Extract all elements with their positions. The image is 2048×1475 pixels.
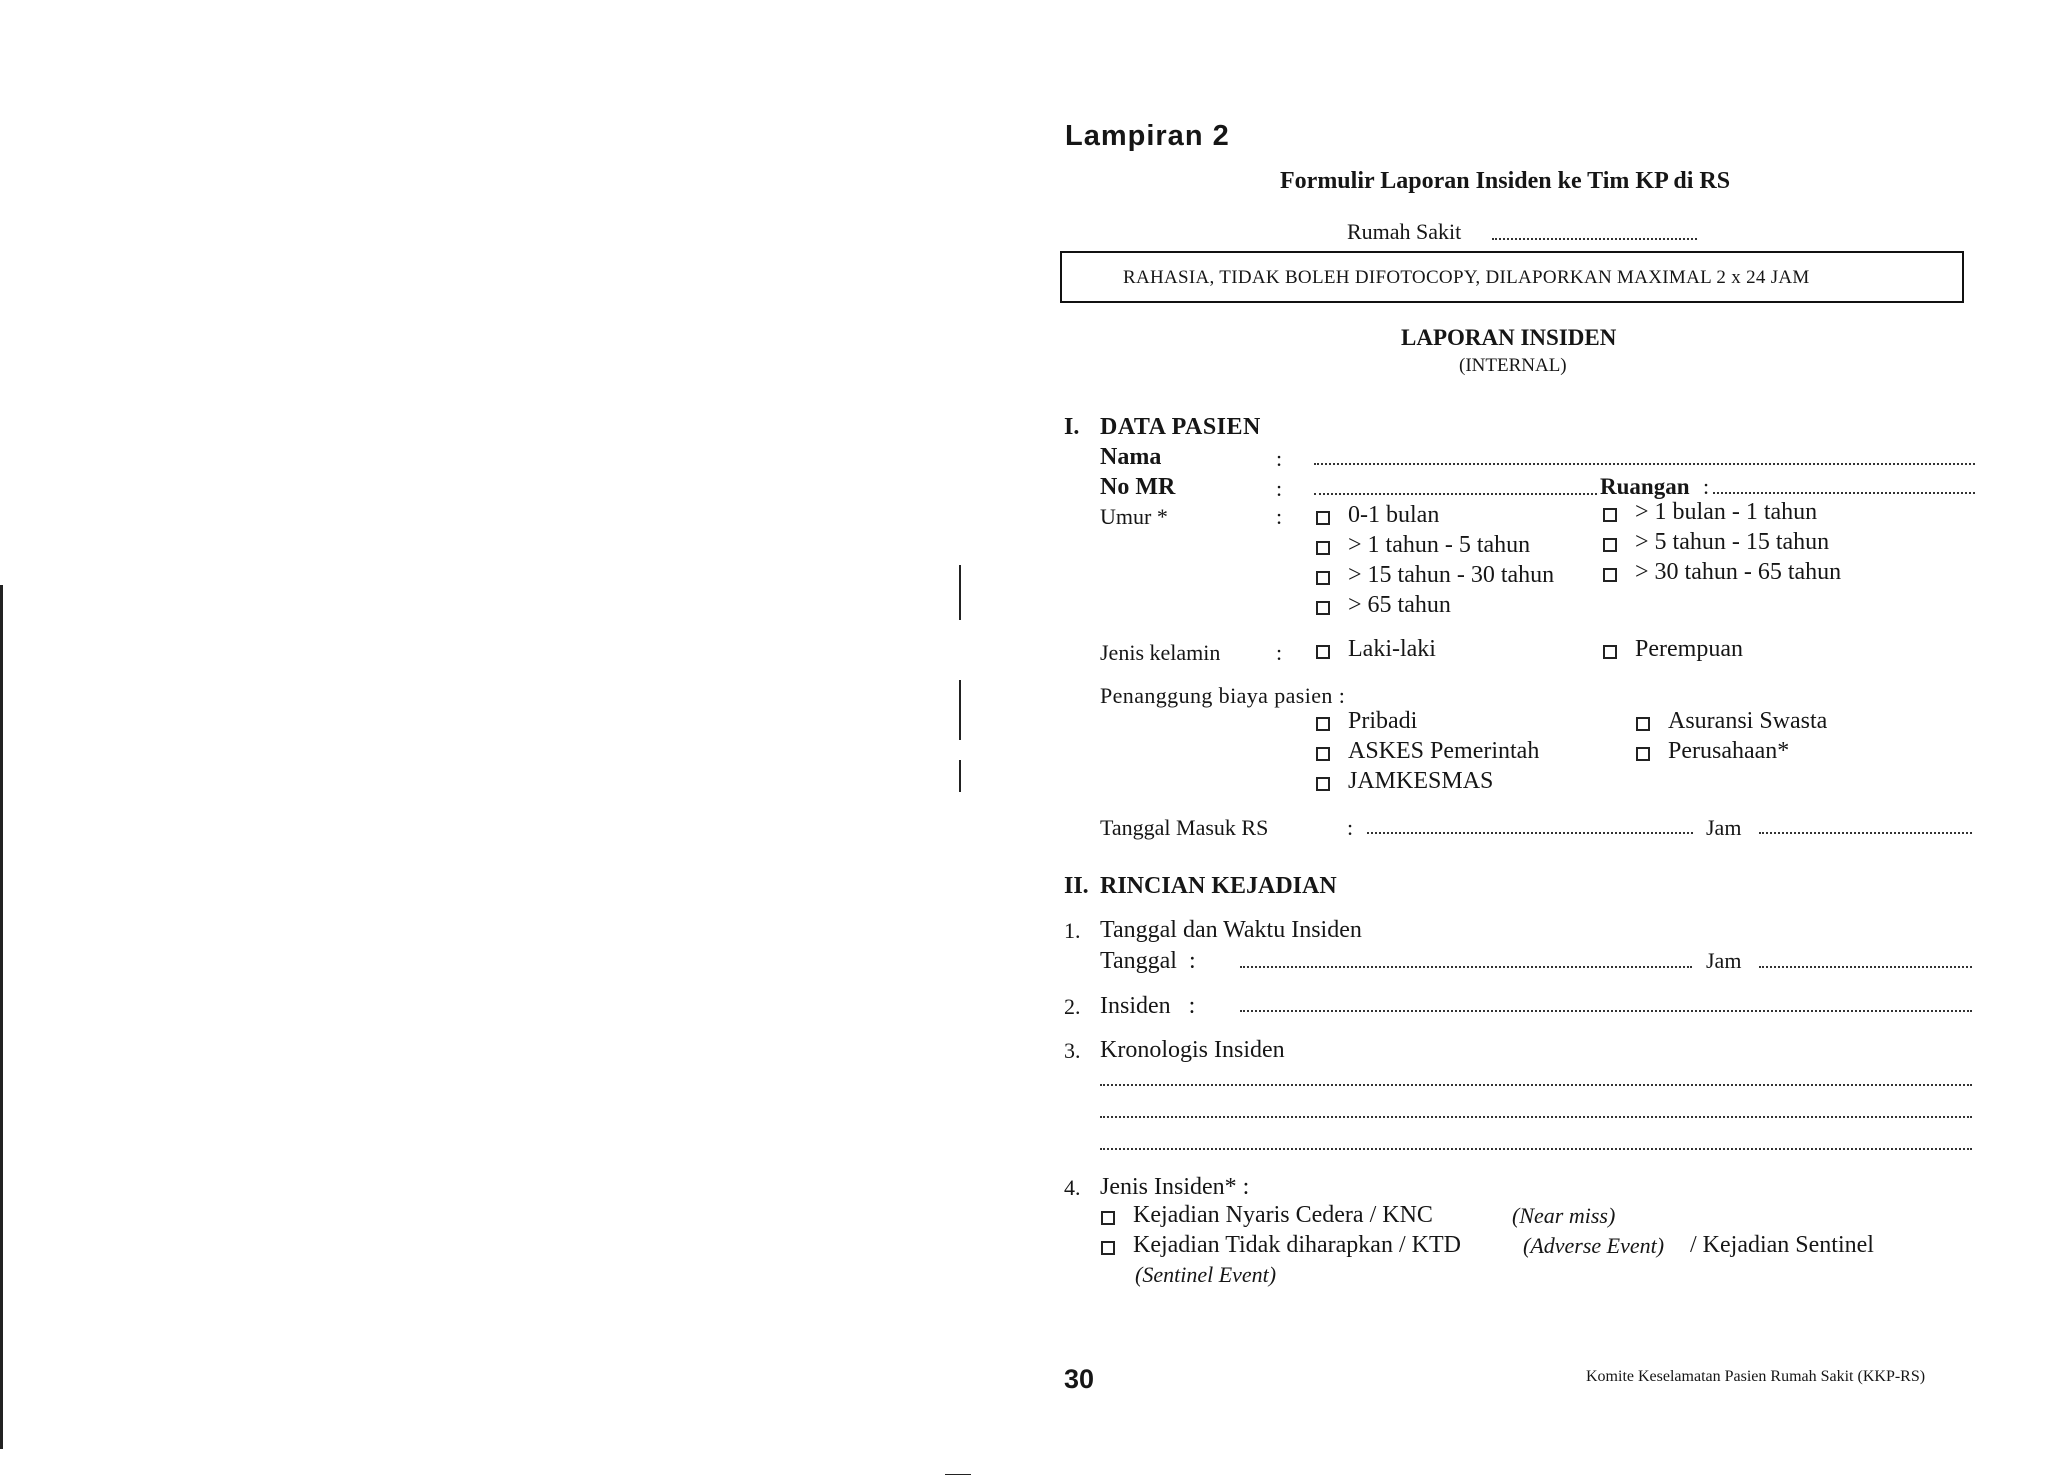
confidential-notice: RAHASIA, TIDAK BOLEH DIFOTOCOPY, DILAPORKAN MAXIMAL 2 x 24 JAM — [1123, 267, 1810, 288]
incident-date-label: Tanggal : — [1100, 948, 1196, 974]
chronology-line[interactable] — [1100, 1148, 1972, 1150]
item1-number: 1. — [1064, 918, 1081, 943]
age-30-65-tahun-checkbox[interactable] — [1603, 568, 1617, 582]
scan-mark — [959, 680, 961, 740]
item3-number: 3. — [1064, 1038, 1081, 1063]
section2-title: RINCIAN KEJADIAN — [1100, 873, 1337, 899]
payer-asuransi-swasta-checkbox[interactable] — [1636, 717, 1650, 731]
ruangan-label: Ruangan — [1600, 474, 1690, 499]
gender-male-checkbox[interactable] — [1316, 645, 1330, 659]
payer-option-label: Pribadi — [1348, 708, 1418, 734]
payer-pribadi-checkbox[interactable] — [1316, 717, 1330, 731]
report-subtitle: (INTERNAL) — [1459, 355, 1567, 376]
payer-askes-checkbox[interactable] — [1316, 747, 1330, 761]
item4-number: 4. — [1064, 1175, 1081, 1200]
age-option-label: > 5 tahun - 15 tahun — [1635, 529, 1830, 555]
lampiran-heading: Lampiran 2 — [1065, 120, 1230, 152]
incident-type-knc-label: Kejadian Nyaris Cedera / KNC — [1133, 1202, 1433, 1228]
age-0-1-bulan-checkbox[interactable] — [1316, 511, 1330, 525]
incident-time-field[interactable] — [1759, 966, 1972, 968]
ruangan-colon: : — [1703, 474, 1710, 499]
payer-option-label: JAMKESMAS — [1348, 768, 1494, 794]
page-number: 30 — [1064, 1364, 1095, 1394]
nama-label: Nama — [1100, 444, 1162, 470]
nomr-colon: : — [1276, 476, 1283, 501]
nomr-label: No MR — [1100, 474, 1176, 500]
nomr-field[interactable] — [1314, 493, 1597, 495]
age-1bulan-1tahun-checkbox[interactable] — [1603, 508, 1617, 522]
incident-field[interactable] — [1240, 1010, 1972, 1012]
incident-type-ktd-label: Kejadian Tidak diharapkan / KTD — [1133, 1232, 1461, 1258]
section2-number: II. — [1064, 873, 1089, 899]
age-option-label: > 15 tahun - 30 tahun — [1348, 562, 1555, 588]
incident-jam-label: Jam — [1706, 948, 1742, 973]
incident-type-ktd-checkbox[interactable] — [1101, 1241, 1115, 1255]
item4-label: Jenis Insiden* : — [1100, 1174, 1250, 1200]
payer-option-label: Perusahaan* — [1668, 738, 1790, 764]
age-option-label: > 30 tahun - 65 tahun — [1635, 559, 1842, 585]
chronology-line[interactable] — [1100, 1084, 1972, 1086]
item2-label: Insiden : — [1100, 993, 1196, 1019]
incident-type-sentinel-label: / Kejadian Sentinel — [1690, 1232, 1874, 1258]
report-title: LAPORAN INSIDEN — [1401, 325, 1617, 350]
age-option-label: > 1 bulan - 1 tahun — [1635, 499, 1818, 525]
section1-title: DATA PASIEN — [1100, 414, 1261, 440]
umur-colon: : — [1276, 504, 1283, 529]
admission-date-field[interactable] — [1367, 832, 1693, 834]
rumah-sakit-label: Rumah Sakit — [1347, 219, 1462, 244]
rumah-sakit-field[interactable] — [1492, 238, 1697, 240]
item3-label: Kronologis Insiden — [1100, 1037, 1285, 1063]
nama-colon: : — [1276, 446, 1283, 471]
payer-option-label: ASKES Pemerintah — [1348, 738, 1540, 764]
gender-option-label: Perempuan — [1635, 636, 1743, 662]
ruangan-field[interactable] — [1713, 492, 1975, 494]
incident-type-ktd-english: (Adverse Event) — [1523, 1233, 1665, 1258]
payer-label: Penanggung biaya pasien : — [1100, 683, 1346, 708]
item1-label: Tanggal dan Waktu Insiden — [1100, 917, 1362, 943]
age-option-label: > 1 tahun - 5 tahun — [1348, 532, 1531, 558]
age-15-30-tahun-checkbox[interactable] — [1316, 571, 1330, 585]
incident-type-knc-checkbox[interactable] — [1101, 1211, 1115, 1225]
form-title: Formulir Laporan Insiden ke Tim KP di RS — [1280, 168, 1731, 194]
age-65-plus-checkbox[interactable] — [1316, 601, 1330, 615]
scan-mark — [959, 760, 961, 792]
age-option-label: 0-1 bulan — [1348, 502, 1440, 528]
incident-type-knc-english: (Near miss) — [1512, 1203, 1616, 1228]
payer-jamkesmas-checkbox[interactable] — [1316, 777, 1330, 791]
admission-time-field[interactable] — [1759, 832, 1972, 834]
scan-border-line — [0, 585, 3, 1449]
scan-mark — [959, 565, 961, 620]
admission-colon: : — [1347, 815, 1354, 840]
incident-type-sentinel-english: (Sentinel Event) — [1135, 1262, 1277, 1287]
age-option-label: > 65 tahun — [1348, 592, 1451, 618]
gender-female-checkbox[interactable] — [1603, 645, 1617, 659]
admission-label: Tanggal Masuk RS — [1100, 815, 1269, 840]
gender-colon: : — [1276, 640, 1283, 665]
item2-number: 2. — [1064, 994, 1081, 1019]
age-1-5-tahun-checkbox[interactable] — [1316, 541, 1330, 555]
age-5-15-tahun-checkbox[interactable] — [1603, 538, 1617, 552]
publisher-footer: Komite Keselamatan Pasien Rumah Sakit (KKP-RS) — [1586, 1368, 1926, 1385]
umur-label: Umur * — [1100, 504, 1168, 529]
nama-field[interactable] — [1314, 463, 1975, 465]
incident-date-field[interactable] — [1240, 966, 1692, 968]
admission-jam-label: Jam — [1706, 815, 1742, 840]
gender-option-label: Laki-laki — [1348, 636, 1436, 662]
chronology-line[interactable] — [1100, 1116, 1972, 1118]
payer-perusahaan-checkbox[interactable] — [1636, 747, 1650, 761]
section1-number: I. — [1064, 414, 1080, 440]
payer-option-label: Asuransi Swasta — [1668, 708, 1828, 734]
gender-label: Jenis kelamin — [1100, 640, 1221, 665]
